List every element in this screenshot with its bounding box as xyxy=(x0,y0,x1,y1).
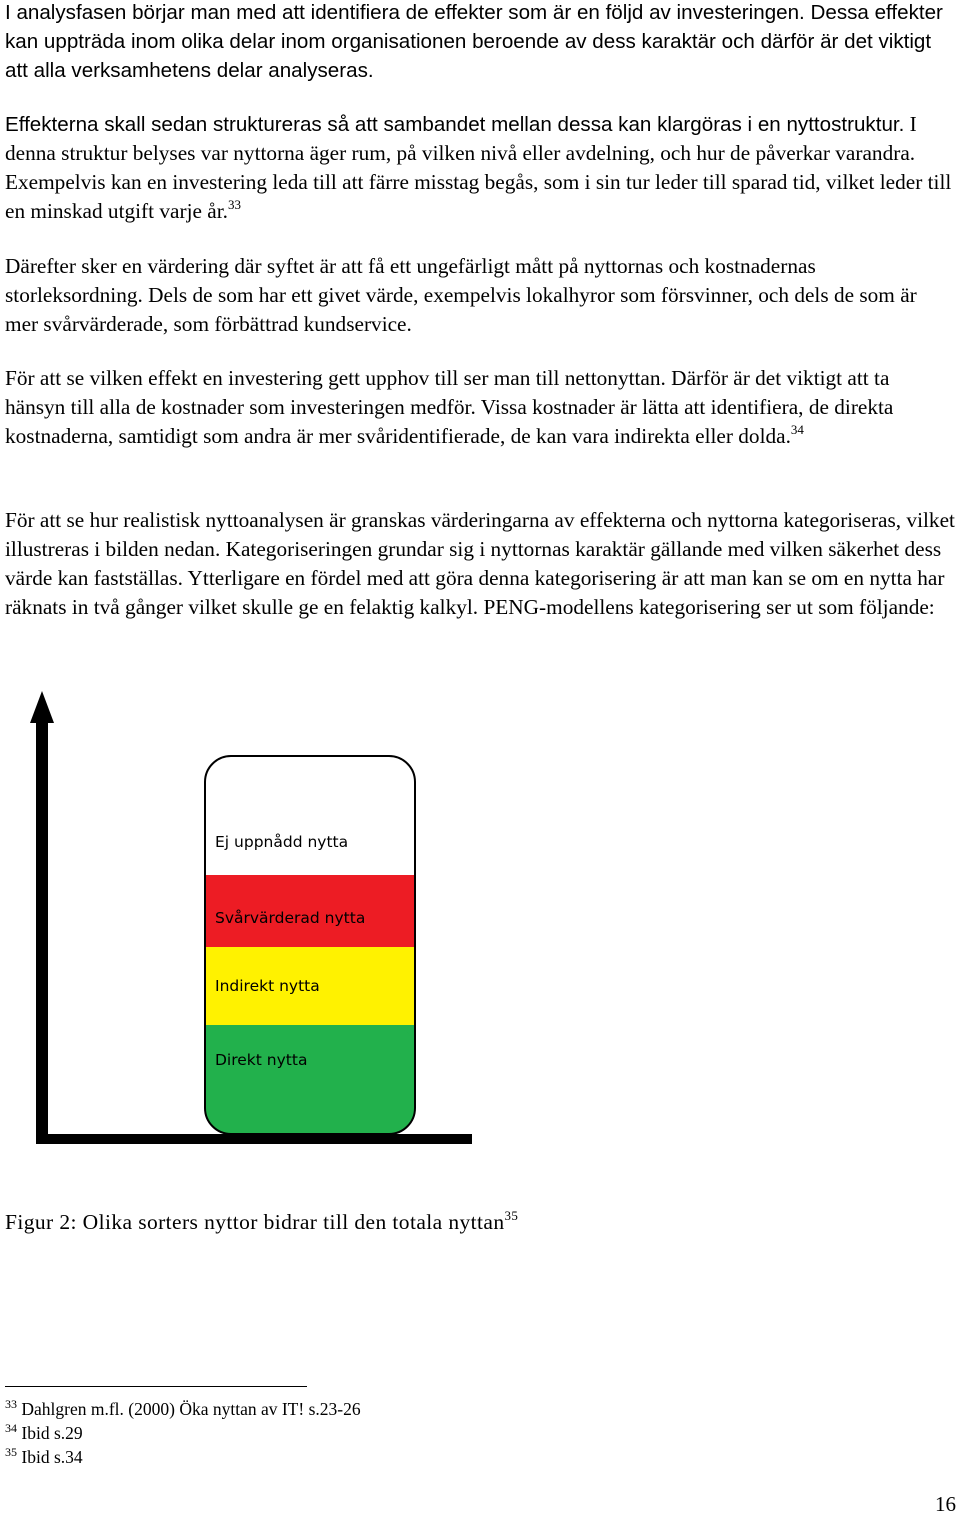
benefit-levels-diagram xyxy=(0,685,500,1150)
y-axis xyxy=(36,719,48,1144)
benefit-levels xyxy=(205,833,415,1134)
level-label-2: Svårvärderad nytta xyxy=(215,909,366,927)
paragraph-structure-lead: Effekterna skall sedan struktureras så att sambandet mellan dessa kan klargöras i en nyttostruktur. xyxy=(5,113,905,136)
paragraph-structure-text: I denna struktur belyses var nyttorna äger rum, på vilken nivå eller avdelning, och hur de påverkar varandra. Exempelvis kan en investering leda till att färre misstag begås, som i sin tur leder till sparad tid, vilket leder till en minskad utgift varje år. xyxy=(5,112,952,223)
footnote-ref-34[interactable]: 34 xyxy=(790,422,804,437)
footnote-number: 35 xyxy=(5,1445,17,1459)
footnote-text: Dahlgren m.fl. (2000) Öka nyttan av IT! s.23-26 xyxy=(21,1399,361,1419)
y-axis-arrowhead xyxy=(30,691,54,723)
page-number: 16 xyxy=(935,1492,956,1516)
x-axis xyxy=(36,1134,472,1144)
paragraph-intro-text: I analysfasen börjar man med att identifiera de effekter som är en följd av investeringen. Dessa effekter kan uppträda inom olika delar inom organisationen beroende av dess karaktär och därför är det viktigt att alla verksamhetens delar analyseras. xyxy=(5,1,943,82)
paragraph-net-benefit xyxy=(5,364,955,451)
footnote-34 xyxy=(5,1421,83,1445)
footnote-separator xyxy=(5,1386,307,1387)
footnote-number: 33 xyxy=(5,1397,17,1411)
paragraph-structure xyxy=(5,110,955,226)
paragraph-categorisation xyxy=(5,506,955,622)
level-label-3: Indirekt nytta xyxy=(215,977,320,995)
paragraph-intro xyxy=(5,0,955,85)
footnote-number: 34 xyxy=(5,1421,17,1435)
level-label-4: Direkt nytta xyxy=(215,1051,308,1069)
footnote-text: Ibid s.34 xyxy=(21,1447,83,1467)
footnote-33 xyxy=(5,1397,361,1421)
footnote-text: Ibid s.29 xyxy=(21,1423,83,1443)
figure-caption-text: Figur 2: Olika sorters nyttor bidrar till den totala nyttan xyxy=(5,1210,505,1234)
footnote-ref-35[interactable]: 35 xyxy=(504,1208,519,1223)
paragraph-valuation-text: Därefter sker en värdering där syftet är att få ett ungefärligt mått på nyttornas och kostnadernas storleksordning. Dels de som har ett givet värde, exempelvis lokalhyror som försvinner, och dels de som är mer svårvärderade, som förbättrad kundservice. xyxy=(5,254,917,336)
paragraph-net-benefit-text: För att se vilken effekt en investering gett upphov till ser man till nettonyttan. Därför är det viktigt att ta hänsyn till alla de kostnader som investeringen medför. Vissa kostnader är lätta att identifiera, de direkta kostnaderna, samtidigt som andra är mer svåridentifierade, de kan vara indirekta eller dolda. xyxy=(5,366,894,448)
level-label-1: Ej uppnådd nytta xyxy=(215,833,349,851)
level-band-4-base xyxy=(205,1025,415,1134)
paragraph-categorisation-text: För att se hur realistisk nyttoanalysen är granskas värderingarna av effekterna och nyttorna kategoriseras, vilket illustreras i bilden nedan. Kategoriseringen grundar sig i nyttornas karaktär gällande med vilken säkerhet dess värde kan fastställas. Ytterligare en fördel med att göra denna kategorisering är att man kan se om en nytta har räknats in två gånger vilket skulle ge en felaktig kalkyl. PENG-modellens kategorisering ser ut som följande: xyxy=(5,508,955,619)
figure-caption xyxy=(5,1210,518,1235)
paragraph-valuation xyxy=(5,252,955,339)
footnote-ref-33[interactable]: 33 xyxy=(227,197,241,212)
footnote-35 xyxy=(5,1445,83,1469)
